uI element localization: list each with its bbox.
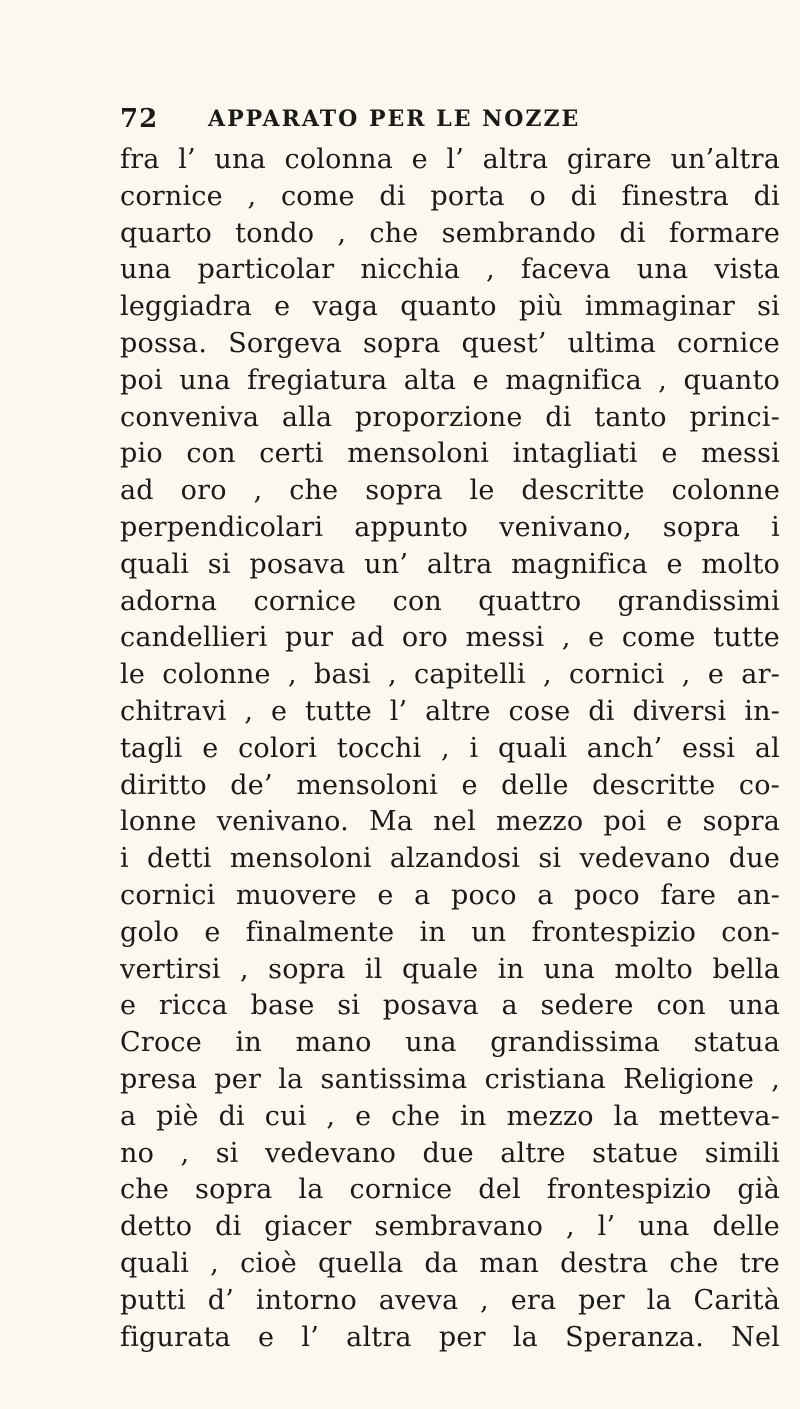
page-header (120, 104, 780, 140)
text-line: presa per la santissima cristiana Religione , (120, 1063, 780, 1095)
text-line: possa. Sorgeva sopra quest’ ultima cornice (120, 327, 780, 359)
text-line: tagli e colori tocchi , i quali anch’ essi al (120, 732, 780, 764)
body-text (120, 142, 780, 1356)
text-line: putti d’ intorno aveva , era per la Carità (120, 1284, 780, 1316)
text-line: leggiadra e vaga quanto più immaginar si (120, 291, 780, 323)
text-line: candellieri pur ad oro messi , e come tutte (120, 622, 780, 654)
text-line: una particolar nicchia , faceva una vista (120, 254, 780, 286)
text-line: vertirsi , sopra il quale in una molto bella (120, 953, 780, 985)
text-line: detto di giacer sembravano , l’ una delle (120, 1211, 780, 1243)
text-line: pio con certi mensoloni intagliati e messi (120, 438, 780, 470)
text-line: chitravi , e tutte l’ altre cose di diversi in- (120, 695, 780, 727)
text-line: perpendicolari appunto venivano, sopra i (120, 511, 780, 543)
text-line: i detti mensoloni alzandosi si vedevano due (120, 843, 780, 875)
text-line: quali si posava un’ altra magnifica e molto (120, 548, 780, 580)
text-line: diritto de’ mensoloni e delle descritte co- (120, 769, 780, 801)
text-line: cornice , come di porta o di finestra di (120, 180, 780, 212)
text-line: adorna cornice con quattro grandissimi (120, 585, 780, 617)
text-line: figurata e l’ altra per la Speranza. Nel (120, 1321, 780, 1353)
text-line: fra l’ una colonna e l’ altra girare un’altra (120, 144, 780, 175)
text-line: e ricca base si posava a sedere con una (120, 990, 780, 1022)
text-line: le colonne , basi , capitelli , cornici , e ar- (120, 659, 780, 691)
text-line: a piè di cui , e che in mezzo la metteva- (120, 1100, 780, 1132)
text-line: golo e finalmente in un frontespizio con- (120, 916, 780, 948)
text-line: Croce in mano una grandissima statua (120, 1027, 780, 1059)
text-line: no , si vedevano due altre statue simili (120, 1137, 780, 1169)
text-line: quarto tondo , che sembrando di formare (120, 217, 780, 249)
text-line: quali , cioè quella da man destra che tre (120, 1247, 780, 1279)
text-line: ad oro , che sopra le descritte colonne (120, 475, 780, 507)
text-line: poi una fregiatura alta e magnifica , quanto (120, 364, 780, 396)
text-line: lonne venivano. Ma nel mezzo poi e sopra (120, 806, 780, 838)
text-line: cornici muovere e a poco a poco fare an- (120, 879, 780, 911)
text-line: conveniva alla proporzione di tanto princi- (120, 401, 780, 433)
text-line: che sopra la cornice del frontespizio già (120, 1174, 780, 1206)
page-number: 72 (120, 104, 159, 134)
running-head: APPARATO PER LE NOZZE (208, 106, 581, 132)
